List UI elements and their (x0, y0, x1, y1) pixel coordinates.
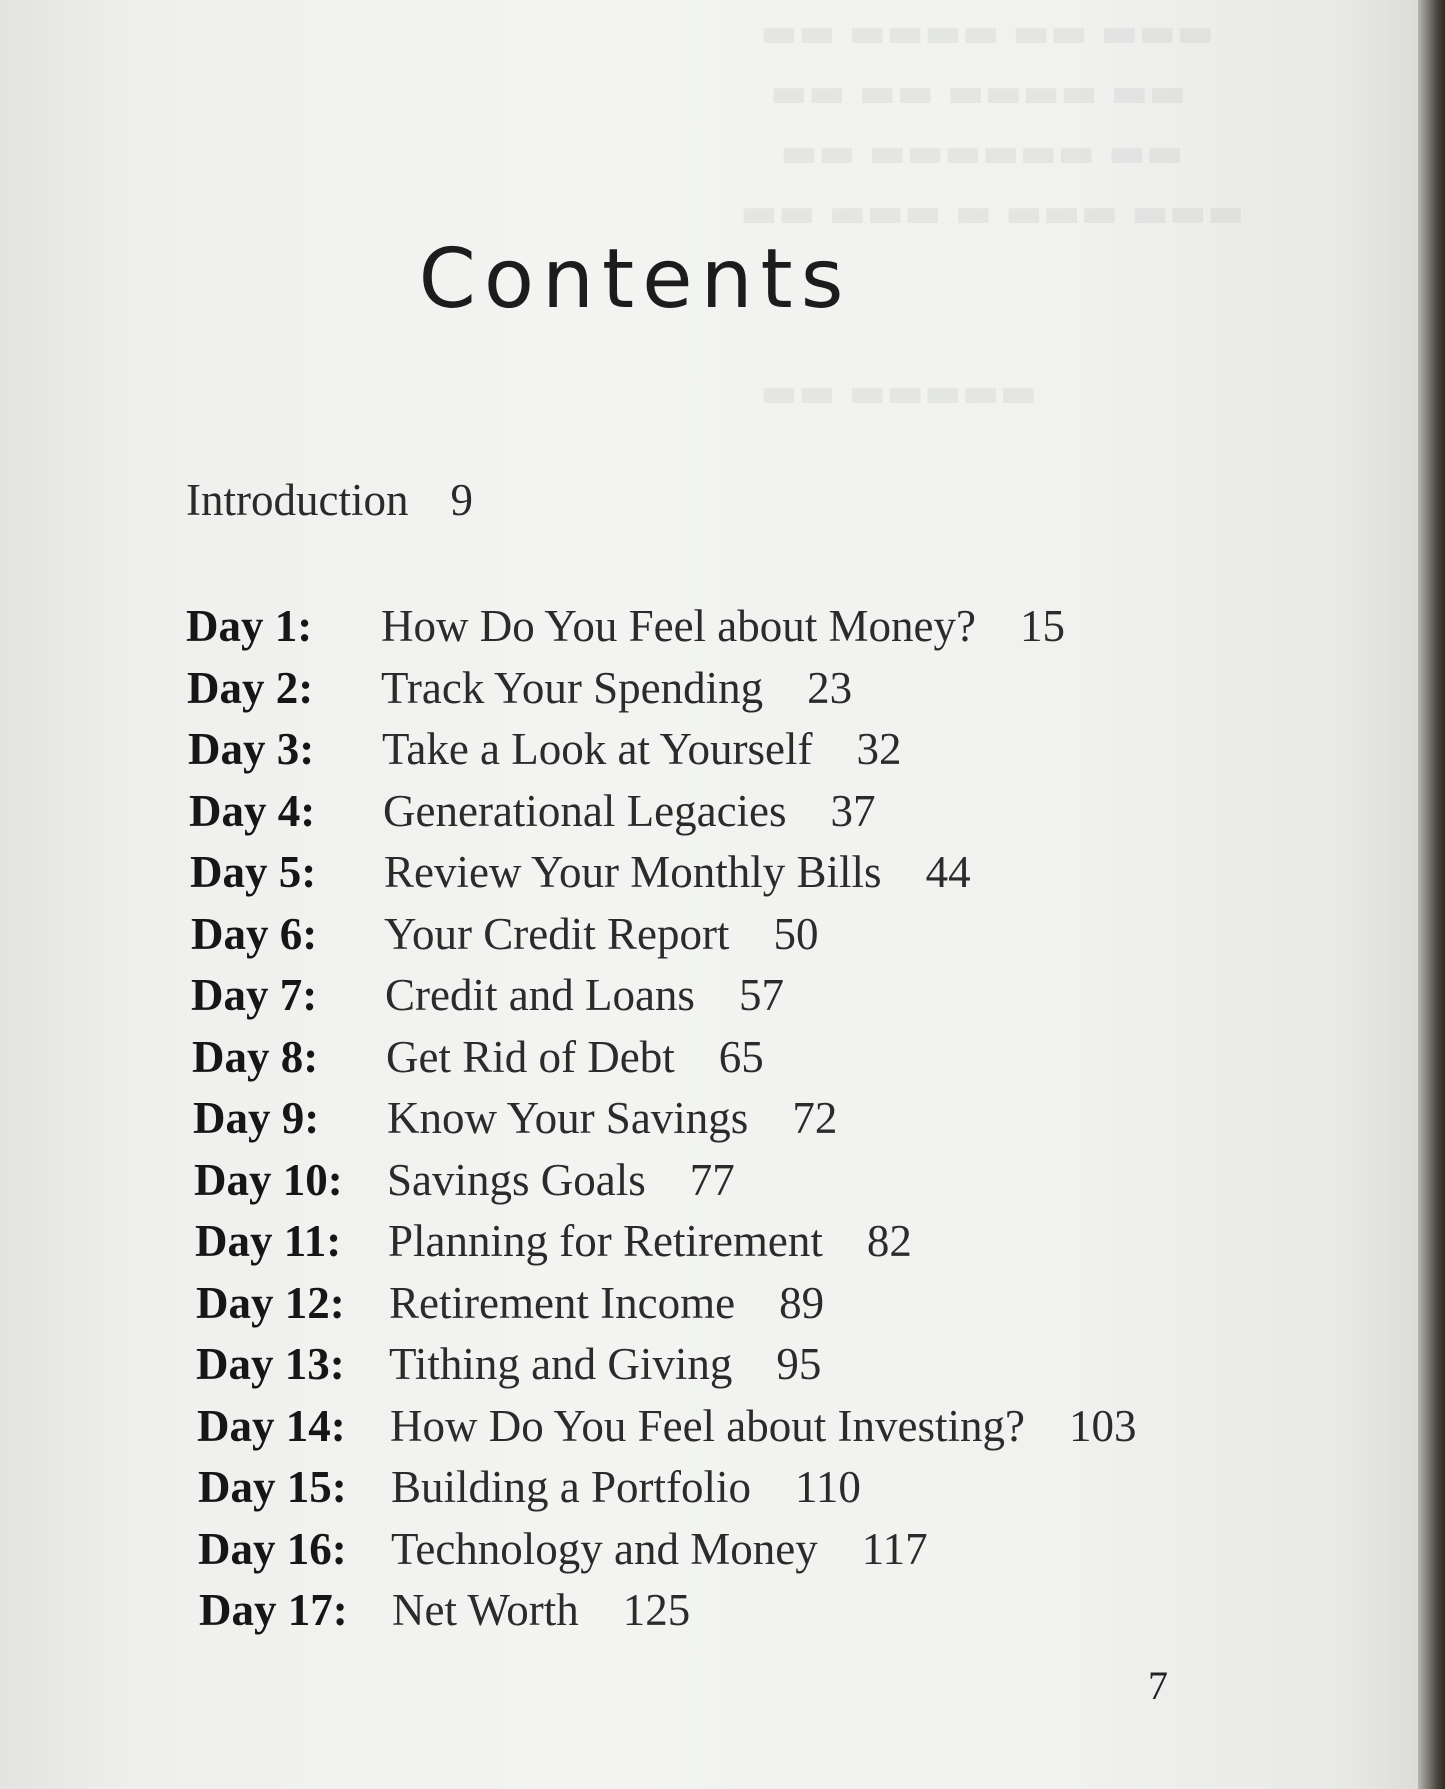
toc-entry[interactable] (0, 842, 1300, 904)
toc-chapter-title (387, 1088, 837, 1150)
toc-chapter-title (385, 965, 784, 1027)
toc-chapter-title (381, 658, 852, 720)
toc-entry[interactable] (0, 658, 1300, 720)
toc-entry[interactable] (0, 719, 1300, 781)
toc-chapter-title (389, 1273, 824, 1335)
toc-introduction[interactable] (186, 474, 473, 526)
toc-page-number: 37 (830, 785, 876, 836)
toc-day-label: Day 7: (191, 970, 318, 1020)
toc-chapter-name: Track Your Spending (381, 662, 764, 713)
toc-entry[interactable] (0, 1519, 1300, 1581)
toc-chapter-name: Your Credit Report (384, 908, 730, 959)
toc-chapter-name: Tithing and Giving (389, 1339, 733, 1389)
toc-day-label: Day 15: (198, 1462, 347, 1512)
toc-chapter-name: How Do You Feel about Investing? (390, 1400, 1025, 1451)
toc-chapter-name: Technology and Money (391, 1523, 818, 1574)
toc-entry[interactable] (0, 965, 1300, 1027)
toc-chapter-title (391, 1519, 928, 1581)
toc-chapter-name: Net Worth (392, 1585, 579, 1635)
toc-day-label: Day 13: (196, 1339, 345, 1389)
toc-day-label: Day 5: (190, 847, 317, 897)
page-title: Contents (418, 232, 852, 327)
toc-list (0, 596, 1300, 1642)
toc-page-number: 77 (689, 1154, 735, 1205)
toc-chapter-title (392, 1580, 690, 1642)
toc-chapter-name: Know Your Savings (387, 1093, 749, 1143)
toc-day-label: Day 12: (196, 1277, 345, 1328)
toc-chapter-name: Take a Look at Yourself (382, 724, 813, 774)
toc-day-label: Day 8: (192, 1031, 319, 1082)
toc-chapter-name: Get Rid of Debt (386, 1031, 675, 1082)
toc-page-number: 89 (779, 1277, 825, 1328)
introduction-label: Introduction (186, 475, 409, 525)
introduction-page-number: 9 (450, 475, 473, 525)
toc-chapter-name: How Do You Feel about Money? (381, 601, 976, 651)
toc-chapter-title (387, 1150, 735, 1212)
toc-page-number: 57 (738, 970, 784, 1020)
toc-page-number: 117 (861, 1523, 928, 1574)
toc-day-label: Day 1: (186, 601, 313, 651)
book-gutter-edge (1418, 0, 1445, 1789)
toc-entry[interactable] (0, 1027, 1300, 1089)
toc-day-label: Day 16: (198, 1523, 347, 1574)
toc-chapter-title (382, 719, 902, 781)
toc-entry[interactable] (0, 1211, 1300, 1273)
toc-chapter-title (391, 1457, 861, 1519)
toc-page-number: 23 (807, 662, 853, 713)
show-through-shadow: ▬▬ ▬▬▬▬ ▬▬ ▬▬ (770, 70, 1187, 116)
toc-entry[interactable] (0, 781, 1300, 843)
toc-page-number: 65 (718, 1031, 764, 1082)
toc-chapter-name: Retirement Income (389, 1277, 736, 1328)
toc-chapter-title (389, 1334, 821, 1396)
toc-page-number: 110 (795, 1462, 861, 1512)
toc-day-label: Day 11: (195, 1216, 342, 1266)
toc-page-number: 44 (925, 847, 971, 897)
toc-chapter-name: Generational Legacies (383, 785, 787, 836)
toc-entry[interactable] (0, 1396, 1300, 1458)
toc-entry[interactable] (0, 1088, 1300, 1150)
toc-page-number: 103 (1068, 1400, 1137, 1451)
toc-chapter-name: Review Your Monthly Bills (384, 847, 882, 897)
toc-chapter-title (381, 596, 1065, 658)
toc-page-number: 125 (622, 1585, 691, 1635)
show-through-shadow: ▬▬ ▬▬▬▬▬▬ ▬▬ (780, 130, 1184, 176)
toc-entry[interactable] (0, 1334, 1300, 1396)
toc-day-label: Day 3: (188, 724, 315, 774)
toc-day-label: Day 17: (199, 1585, 348, 1635)
toc-chapter-name: Building a Portfolio (391, 1462, 751, 1512)
toc-day-label: Day 2: (187, 662, 314, 713)
toc-chapter-title (384, 842, 971, 904)
toc-entry[interactable] (0, 904, 1300, 966)
show-through-shadow: ▬▬▬ ▬▬ ▬▬▬▬ ▬▬ (760, 10, 1214, 56)
toc-day-label: Day 10: (194, 1154, 343, 1205)
toc-entry[interactable] (0, 1580, 1300, 1642)
toc-day-label: Day 14: (197, 1400, 346, 1451)
show-through-shadow: ▬▬▬ ▬▬▬ ▬ ▬▬▬ ▬▬ (740, 190, 1245, 236)
toc-page-number: 50 (773, 908, 819, 959)
page-number: 7 (1148, 1663, 1168, 1708)
toc-day-label: Day 4: (189, 785, 316, 836)
toc-entry[interactable] (0, 1150, 1300, 1212)
toc-entry[interactable] (0, 596, 1300, 658)
show-through-shadow: ▬▬▬▬▬ ▬▬ (760, 370, 1038, 416)
toc-chapter-title (388, 1211, 912, 1273)
toc-chapter-name: Credit and Loans (385, 970, 695, 1020)
toc-chapter-name: Planning for Retirement (388, 1216, 823, 1266)
toc-page-number: 15 (1019, 601, 1065, 651)
toc-chapter-name: Savings Goals (387, 1154, 646, 1205)
toc-chapter-title (386, 1027, 764, 1089)
toc-page-number: 72 (792, 1093, 838, 1143)
toc-entry[interactable] (0, 1457, 1300, 1519)
toc-entry[interactable] (0, 1273, 1300, 1335)
toc-chapter-title (383, 781, 876, 843)
toc-page-number: 82 (866, 1216, 912, 1266)
toc-chapter-title (390, 1396, 1136, 1458)
toc-page-number: 95 (776, 1339, 822, 1389)
toc-page-number: 32 (856, 724, 902, 774)
toc-day-label: Day 9: (193, 1093, 320, 1143)
toc-day-label: Day 6: (191, 908, 318, 959)
toc-chapter-title (384, 904, 818, 966)
